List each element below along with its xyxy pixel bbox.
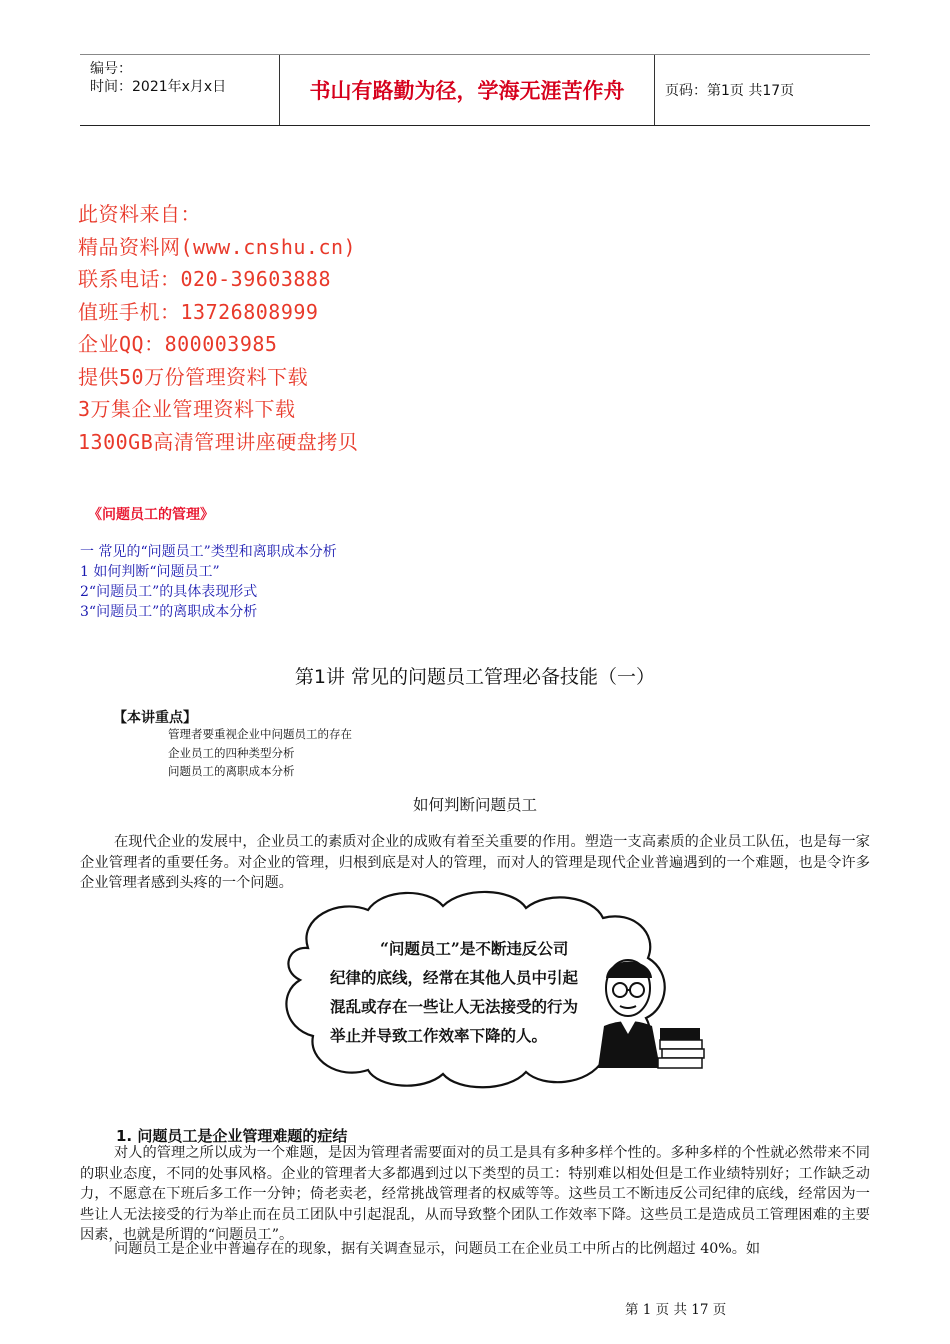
subsection-heading: 1. 问题员工是企业管理难题的症结 [116, 1127, 348, 1145]
promo-line: 联系电话：020-39603888 [78, 267, 331, 291]
page-footer: 第 1 页 共 17 页 [625, 1302, 727, 1318]
toc-item: 1 如何判断“问题员工” [80, 564, 220, 580]
key-point: 管理者要重视企业中问题员工的存在 [168, 727, 352, 741]
header-motto: 书山有路勤为径，学海无涯苦作舟 [280, 55, 655, 125]
body-paragraph: 问题员工是企业中普遍存在的现象，据有关调查显示，问题员工在企业员工中所占的比例超过 40%。如 [114, 1241, 761, 1257]
table-of-contents [80, 542, 337, 622]
promo-line: 此资料来自： [78, 202, 201, 226]
promo-line: 精品资料网(www.cnshu.cn) [78, 234, 357, 259]
key-points-list [168, 725, 352, 781]
page-header [80, 54, 870, 126]
document-time-label: 时间：2021年x月x日 [90, 79, 227, 95]
toc-item: 一 常见的“问题员工”类型和离职成本分析 [80, 544, 337, 560]
promo-line: 提供50万份管理资料下载 [78, 364, 309, 389]
document-number-label: 编号： [90, 61, 132, 77]
intro-paragraph: 在现代企业的发展中，企业员工的素质对企业的成败有着至关重要的作用。塑造一支高素质的企业员工队伍，也是每一家企业管理者的重要任务。对企业的管理，归根到底是对人的管理，而对人的管理是现代企业普遍遇到的一个难题，也是令许多企业管理者感到头疼的一个问题。 [80, 834, 870, 891]
key-points-heading: 【本讲重点】 [113, 710, 197, 726]
toc-item: 2“问题员工”的具体表现形式 [80, 584, 258, 600]
header-page-info: 页码：第1页 共17页 [665, 83, 795, 99]
body-paragraph: 对人的管理之所以成为一个难题，是因为管理者需要面对的员工是具有多种多样个性的。多种多样的个性就必然带来不同的职业态度，不同的处事风格。企业的管理者大多都遇到过以下类型的员工：特别难以相处但是工作业绩特别好；工作缺乏动力，不愿意在下班后多工作一分钟；倚老卖老，经常挑战管理者的权威等等。这些员工不断违反公司纪律的底线，经常因为一些让人无法接受的行为举止而在员工团队中引起混乱，从而导致整个团队工作效率下降。这些员工是造成员工管理困难的主要因素，也就是所谓的“问题员工”。 [80, 1145, 870, 1243]
promo-block [78, 198, 358, 458]
promo-line: 3万集企业管理资料下载 [78, 397, 296, 421]
key-point: 问题员工的离职成本分析 [168, 764, 295, 778]
section-title: 如何判断问题员工 [412, 796, 537, 814]
lecture-title: 第1讲 常见的问题员工管理必备技能（一） [294, 666, 656, 688]
promo-line: 1300GB高清管理讲座硬盘拷贝 [78, 429, 359, 454]
promo-line: 值班手机：13726808999 [78, 299, 319, 324]
header-meta-cell [80, 55, 280, 125]
toc-title: 《问题员工的管理》 [88, 507, 214, 523]
key-point: 企业员工的四种类型分析 [168, 745, 295, 760]
cloud-definition-text: “问题员工”是不断违反公司纪律的底线，经常在其他人员中引起混乱或存在一些让人无法接受的行为举止并导致工作效率下降的人。 [330, 939, 579, 1045]
promo-line: 企业QQ：800003985 [78, 332, 278, 356]
toc-item: 3“问题员工”的离职成本分析 [80, 604, 258, 620]
